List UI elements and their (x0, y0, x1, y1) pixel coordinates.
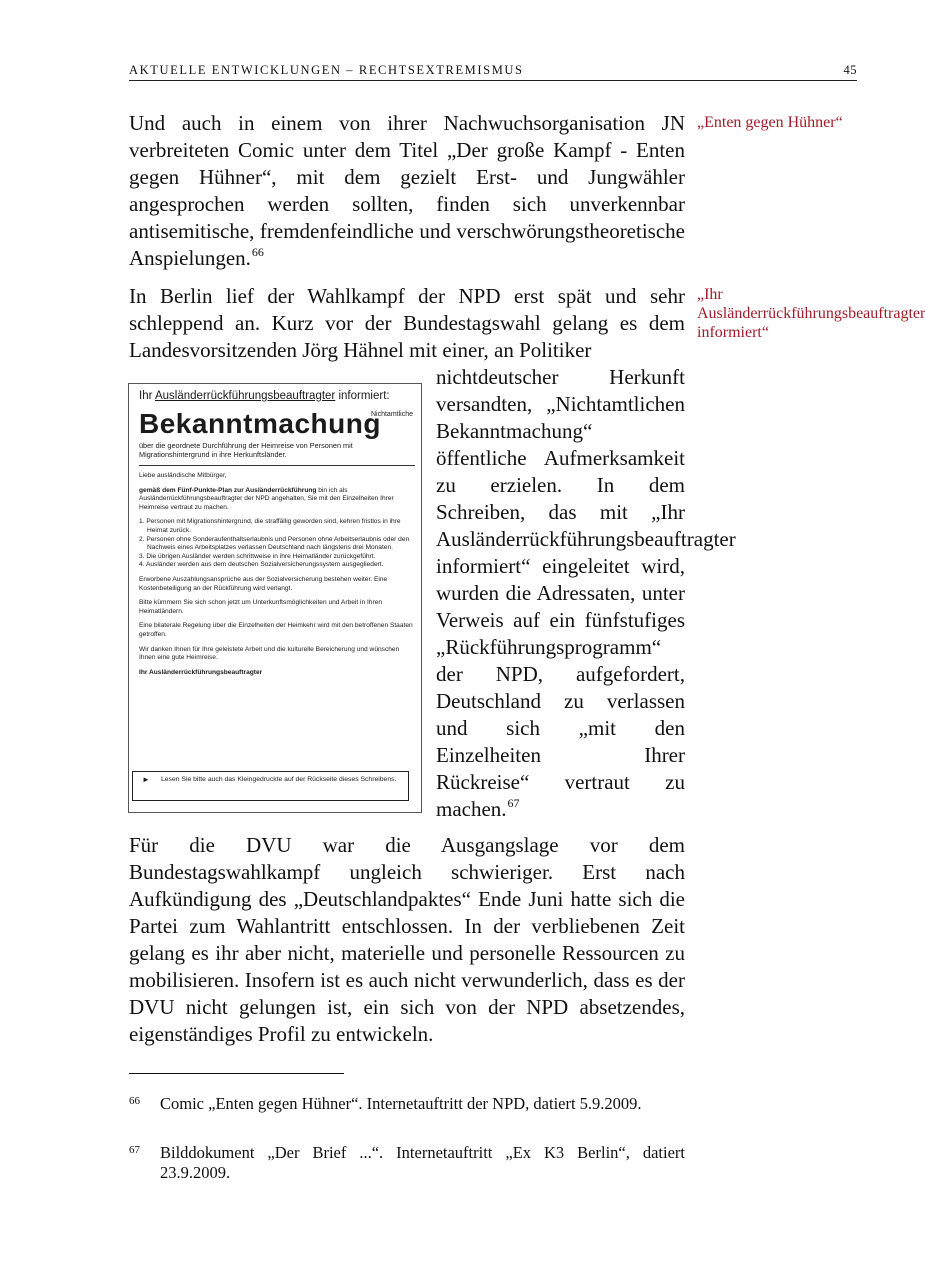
footnote-ref-67[interactable]: 67 (507, 796, 520, 810)
margin-note-enten: „Enten gegen Hühner“ (697, 114, 843, 131)
arrow-right-icon: ► (142, 775, 150, 784)
footnote-number: 67 (129, 1144, 140, 1156)
figure-big-title: Bekanntmachung (139, 408, 381, 439)
figure-signature: Ihr Ausländerrückführungsbeauftragter (139, 668, 263, 676)
footnote-ref-66[interactable]: 66 (251, 245, 264, 259)
paragraph-text: Und auch in einem von ihrer Nachwuchsorganisation JN verbreiteten Comic unter dem Titel „Der große Kampf - Enten gegen Hühner“, mit dem gezielt Erst- und Jungwähler angesprochen werden sollten, finden sich unverkennbar antisemitische, fremdenfeindliche und verschwörungstheoretische Anspielungen. (129, 111, 685, 270)
footnote-number: 66 (129, 1095, 140, 1107)
paragraph-enten-comic (129, 110, 685, 272)
figure-para: Bitte kümmern Sie sich schon jetzt um Unterkunftsmöglichkeiten und Arbeit in Ihren Heimatländern. (139, 599, 382, 615)
header-title: AKTUELLE ENTWICKLUNGEN – RECHTSEXTREMISMUS (129, 63, 524, 77)
figure-note-box (132, 771, 409, 801)
paragraph-berlin-wrap (436, 364, 736, 823)
figure-para: Erworbene Auszahlungsansprüche aus der Sozialversicherung bestehen weiter. Eine Kostenbeteiligung an der Rückführung wird verlangt. (139, 575, 388, 592)
bekanntmachung-document-image (128, 383, 422, 813)
footnote-text: Bilddokument „Der Brief ...“. Internetauftritt „Ex K3 Berlin“, datiert 23.9.2009. (160, 1143, 685, 1182)
paragraph-berlin-intro: In Berlin lief der Wahlkampf der NPD erst spät und sehr schleppend an. Kurz vor der Bundestagswahl gelang es dem Landesvorsitzenden Jörg Hähnel mit einer, an Politiker (129, 284, 685, 362)
figure-points-list (139, 518, 415, 570)
footnote-text: Comic „Enten gegen Hühner“. Internetauftritt der NPD, datiert 5.9.2009. (160, 1094, 642, 1113)
page-number: 45 (843, 63, 857, 77)
margin-note-auslaender: „Ihr Ausländerrückführungsbeauftragter informiert“ (697, 286, 925, 341)
figure-intro: gemäß dem Fünf-Punkte-Plan zur Ausländerrückführung bin ich als Ausländerrückführungsbeauftragter der NPD angehalten, Sie mit den Einzelheiten Ihrer Heimreise vertraut zu machen. (139, 486, 394, 511)
figure-salutation: Liebe ausländische Mitbürger, (139, 472, 227, 479)
footnote-66 (129, 1094, 685, 1114)
list-item: 2. Personen ohne Sonderaufenthaltserlaubnis und Personen ohne Arbeitserlaubnis oder den Nachweis eines Arbeitsplatzes verlassen Deutschland nach längstens drei Monaten. (139, 535, 410, 552)
footnote-67 (129, 1143, 685, 1183)
figure-box-text: Lesen Sie bitte auch das Kleingedruckte auf der Rückseite dieses Schreibens. (161, 776, 397, 783)
figure-subtitle: über die geordnete Durchführung der Heimreise von Personen mit Migrationshintergrund in ihre Herkunftsländer. (139, 441, 415, 466)
paragraph-dvu: Für die DVU war die Ausgangslage vor dem Bundestagswahlkampf ungleich schwieriger. Erst nach Aufkündigung des „Deutschlandpaktes“ Ende Juni hatte sich die Partei zum Wahlantritt entschlossen. In der verbliebenen Zeit gelang es ihr aber nicht, materielle und personelle Ressourcen zu mobilisieren. Insofern ist es auch nicht verwunderlich, dass es der DVU nicht gelungen ist, ein sich von der NPD absetzendes, eigenständiges Profil zu entwickeln. (129, 833, 685, 1046)
list-item: 3. Die übrigen Ausländer werden schrittweise in ihre Heimatländer zurückgeführt. (139, 552, 376, 560)
figure-para: Eine bilaterale Regelung über die Einzelheiten der Heimkehr wird mit den betroffenen Staaten getroffen. (139, 622, 413, 638)
list-item: 4. Ausländer werden aus dem deutschen Sozialversicherungssystem ausgegliedert. (139, 561, 384, 569)
figure-para: Wir danken Ihnen für Ihre geleistete Arbeit und die kulturelle Bereicherung und wünschen Ihnen eine gute Heimreise. (139, 645, 400, 662)
figure-heading: Ihr Ausländerrückführungsbeauftragter informiert: (139, 390, 390, 402)
footnote-divider (129, 1073, 344, 1074)
paragraph-text: nichtdeutscher Herkunft versandten, „Nichtamtlichen Bekanntmachung“ öffentliche Aufmerksamkeit zu erzielen. In dem Schreiben, das mit „Ihr Ausländerrückführungsbeauftragter informiert“ eingeleitet wird, wurden die Adressaten, unter Verweis auf ein fünfstufiges „Rückführungsprogramm“ der NPD, aufgefordert, Deutschland zu verlassen und sich „mit den Einzelheiten Ihrer Rückreise“ vertraut zu machen. (436, 365, 736, 821)
figure-nichtamtliche: Nichtamtliche (370, 411, 413, 418)
list-item: 1. Personen mit Migrationshintergrund, die straffällig geworden sind, kehren fristlos in ihre Heimat zurück. (139, 518, 401, 534)
running-header (129, 62, 857, 81)
